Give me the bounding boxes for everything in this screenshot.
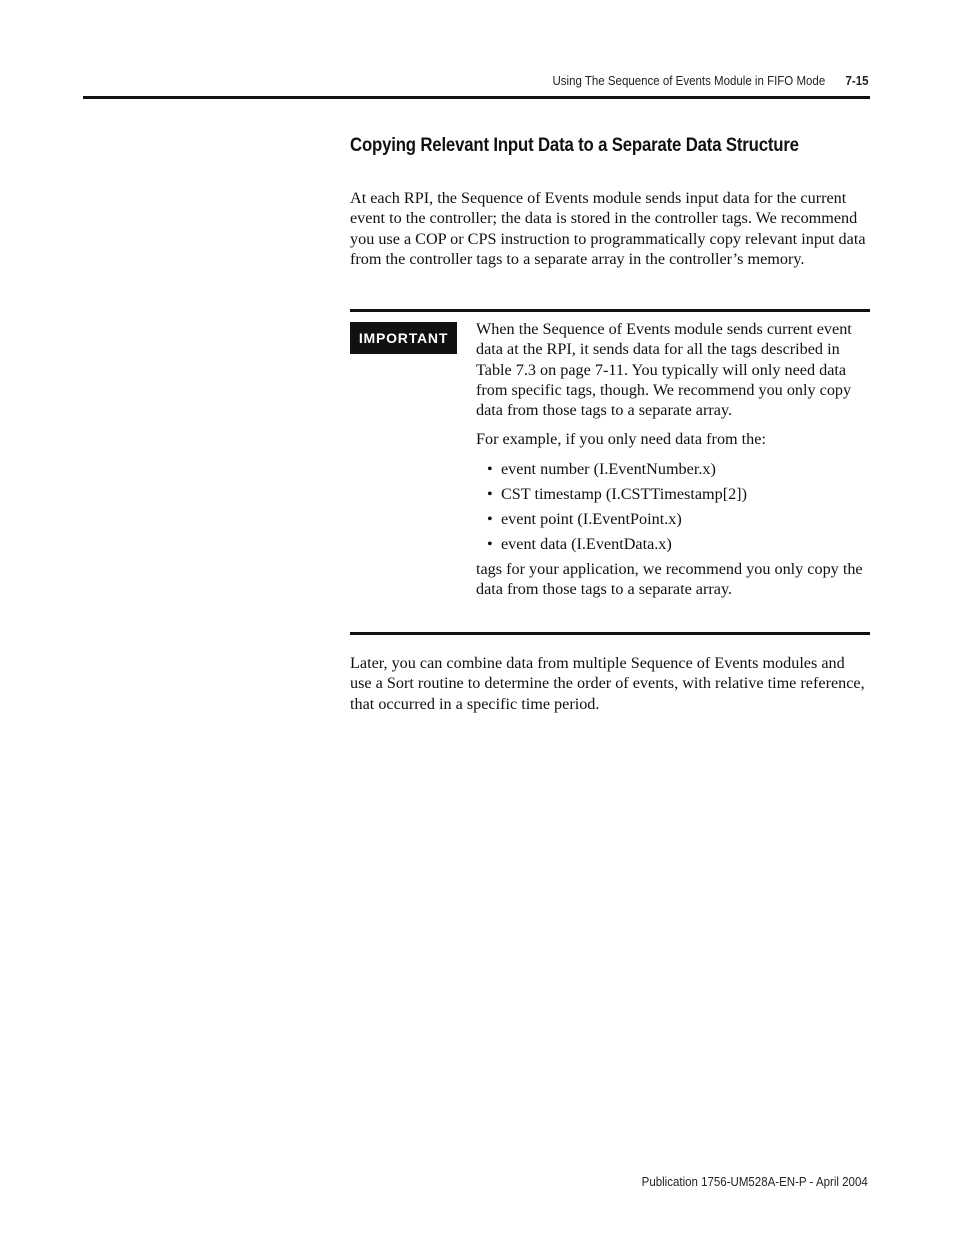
important-callout-bottom-rule bbox=[350, 632, 870, 635]
important-paragraph-1: When the Sequence of Events module sends current event data at the RPI, it sends data for all the tags described in Table 7.3 on page 7-11. You typically will only need data from specific tags, though. We recommend you only copy data from those tags to a separate array. bbox=[476, 320, 852, 420]
bullet-icon: • bbox=[487, 459, 493, 478]
tag-list bbox=[476, 459, 870, 554]
list-item bbox=[487, 509, 870, 529]
bullet-icon: • bbox=[487, 484, 493, 503]
important-badge: IMPORTANT bbox=[350, 322, 457, 354]
important-paragraph-3: tags for your application, we recommend you only copy the data from those tags to a separate array. bbox=[476, 560, 863, 599]
closing-paragraph: Later, you can combine data from multiple Sequence of Events modules and use a Sort routine to determine the order of events, with relative time reference, that occurred in a specific time period. bbox=[350, 654, 865, 713]
list-item-text: CST timestamp (I.CSTTimestamp[2]) bbox=[501, 484, 747, 503]
list-item-text: event data (I.EventData.x) bbox=[501, 534, 672, 553]
running-header bbox=[552, 74, 868, 88]
list-item bbox=[487, 484, 870, 504]
list-item-text: event point (I.EventPoint.x) bbox=[501, 509, 682, 528]
header-section-title: Using The Sequence of Events Module in FIFO Mode bbox=[551, 74, 825, 88]
list-item bbox=[487, 459, 870, 479]
important-callout-top-rule bbox=[350, 309, 870, 312]
publication-footer: Publication 1756-UM528A-EN-P - April 2004 bbox=[641, 1175, 868, 1189]
list-item-text: event number (I.EventNumber.x) bbox=[501, 459, 716, 478]
bullet-icon: • bbox=[487, 534, 493, 553]
important-callout-body bbox=[476, 319, 870, 609]
header-rule bbox=[83, 96, 870, 99]
header-page-number: 7-15 bbox=[844, 74, 868, 88]
important-paragraph-2: For example, if you only need data from the: bbox=[476, 430, 766, 449]
bullet-icon: • bbox=[487, 509, 493, 528]
list-item bbox=[487, 534, 870, 554]
intro-paragraph: At each RPI, the Sequence of Events module sends input data for the current event to the controller; the data is stored in the controller tags. We recommend you use a COP or CPS instruction to programmatically copy relevant input data from the controller tags to a separate array in the controller’s memory. bbox=[350, 189, 866, 268]
section-heading: Copying Relevant Input Data to a Separate Data Structure bbox=[350, 134, 799, 156]
